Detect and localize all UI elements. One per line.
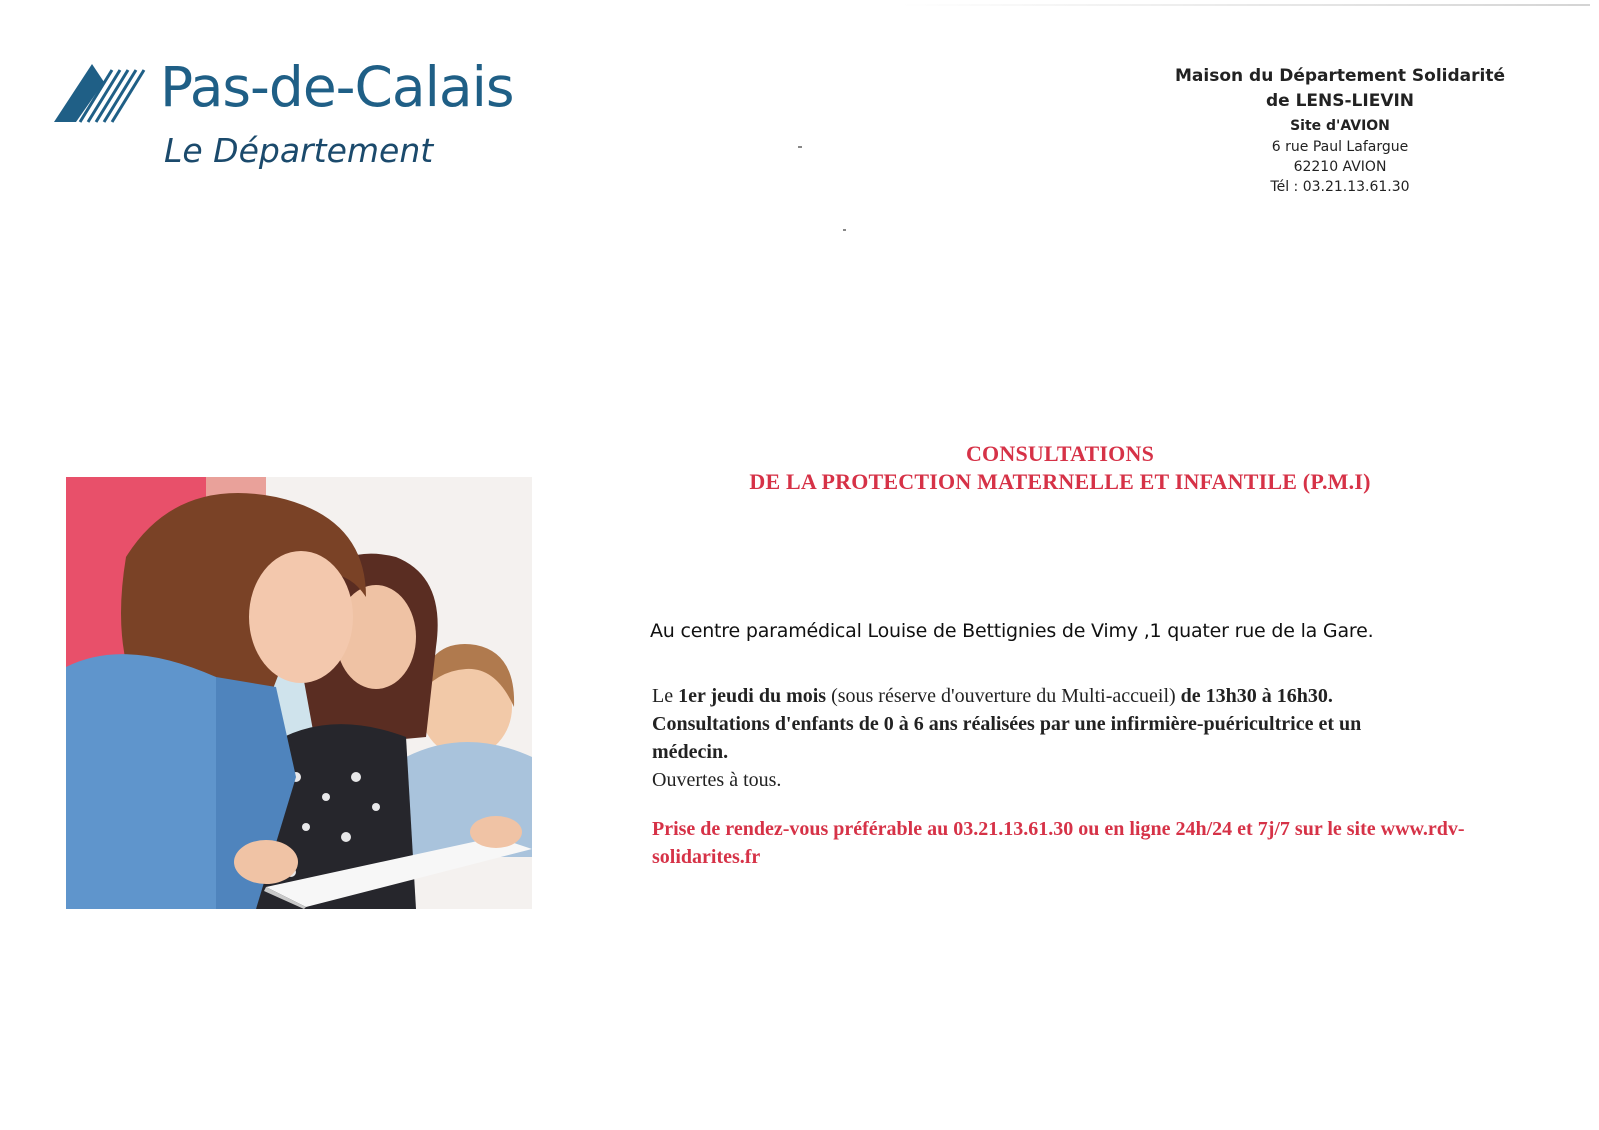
appointment-text: Prise de rendez-vous préférable au 03.21.13.61.30 ou en ligne 24h/24 et 7j/7 sur le site www.rdv-solidarites.fr xyxy=(652,818,1465,868)
title-line-2: DE LA PROTECTION MATERNELLE ET INFANTILE (P.M.I) xyxy=(749,469,1371,494)
sender-city: 62210 AVION xyxy=(1293,159,1387,175)
consultations-text xyxy=(652,710,1442,766)
schedule-block xyxy=(652,682,1492,794)
schedule-day: 1er jeudi du mois xyxy=(678,685,827,707)
page-title xyxy=(640,440,1480,496)
schedule-line xyxy=(652,682,1492,710)
sender-region: de LENS-LIEVIN xyxy=(1265,91,1415,111)
open-to-all: Ouvertes à tous. xyxy=(652,769,782,791)
title-line-1: CONSULTATIONS xyxy=(965,441,1155,466)
logo-subtitle: Le Département xyxy=(164,131,434,170)
scan-speck xyxy=(843,229,846,231)
logo-title: Pas-de-Calais xyxy=(160,55,514,119)
scan-speck xyxy=(798,146,802,148)
schedule-reserve: (sous réserve d'ouverture du Multi-accueil) xyxy=(826,685,1181,707)
sender-phone: Tél : 03.21.13.61.30 xyxy=(1270,179,1410,195)
department-logo xyxy=(54,55,554,188)
sender-street: 6 rue Paul Lafargue xyxy=(1271,139,1409,155)
sender-name: Maison du Département Solidarité xyxy=(1174,66,1506,86)
scan-edge xyxy=(900,4,1590,6)
logo-triangle-icon xyxy=(54,62,146,124)
schedule-le: Le xyxy=(652,685,679,707)
sender-address-block xyxy=(1150,64,1530,197)
sender-site: Site d'AVION xyxy=(1290,118,1390,134)
schedule-hours: de 13h30 à 16h30. xyxy=(1180,685,1333,707)
consultation-photo xyxy=(66,477,532,909)
location-text: Au centre paramédical Louise de Bettignies de Vimy ,1 quater rue de la Gare. xyxy=(650,620,1374,642)
consultations-desc: Consultations d'enfants de 0 à 6 ans réalisées par une infirmière-puéricultrice et un médecin. xyxy=(652,713,1362,763)
